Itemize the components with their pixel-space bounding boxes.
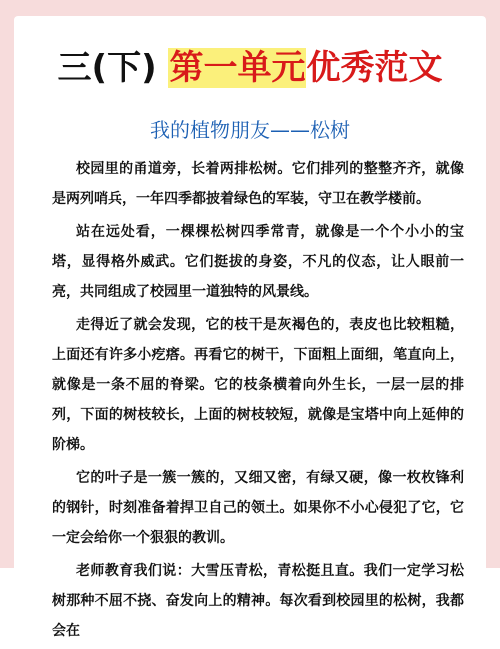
essay-paragraph-1: 校园里的甬道旁，长着两排松树。它们排列的整整齐齐，就像是两列哨兵，一年四季都披着绿色的军装，守卫在教学楼前。 bbox=[52, 161, 464, 207]
essay-paragraph-5: 老师教育我们说：大雪压青松，青松挺且直。我们一定学习松树那种不屈不挠、奋发向上的精神。每次看到校园里的松树，我都会在 bbox=[52, 563, 464, 639]
essay-paragraph-2: 站在远处看，一棵棵松树四季常青，就像是一个个小小的宝塔，显得格外威武。它们挺拔的身姿，不凡的仪态，让人眼前一亮，共同组成了校园里一道独特的风景线。 bbox=[52, 224, 464, 300]
document-title bbox=[14, 46, 486, 90]
title-highlight-text: 第一单元 bbox=[169, 48, 306, 88]
essay-subtitle: 我的植物朋友——松树 bbox=[150, 118, 350, 142]
title-grade-text: 三(下) bbox=[57, 48, 169, 88]
essay-paragraph-4: 它的叶子是一簇一簇的，又细又密，有绿又硬，像一枚枚锋利的钢针，时刻准备着捍卫自己的领土。如果你不小心侵犯了它，它一定会给你一个狠狠的教训。 bbox=[52, 470, 464, 546]
title-red-text: 优秀范文 bbox=[306, 48, 443, 88]
essay-paragraph-3: 走得近了就会发现，它的枝干是灰褐色的，表皮也比较粗糙，上面还有许多小疙瘩。再看它的树干，下面粗上面细，笔直向上，就像是一条不屈的脊梁。它的枝条横着向外生长，一层一层的排列，下面的树枝较长，上面的树枝较短，就像是宝塔中向上延伸的阶梯。 bbox=[52, 317, 464, 453]
essay-body bbox=[52, 154, 464, 649]
document-page bbox=[14, 16, 486, 639]
